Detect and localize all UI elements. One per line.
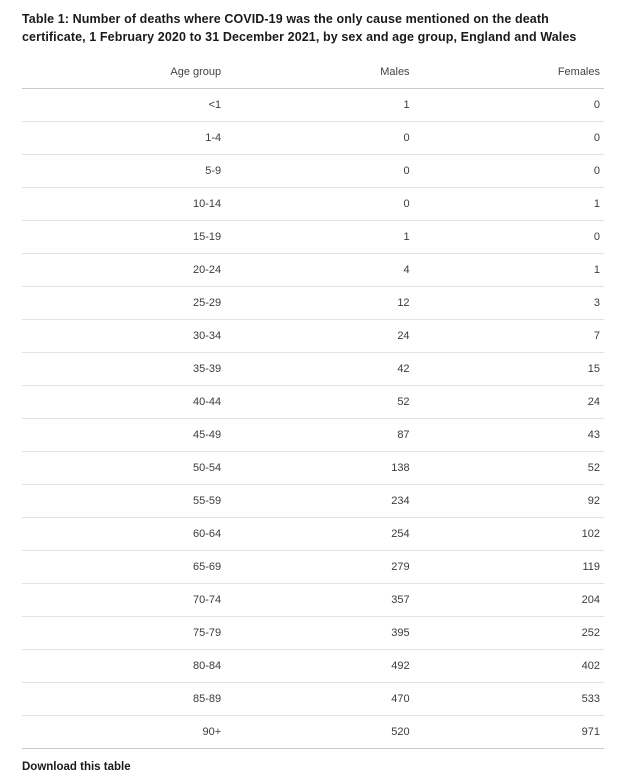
cell-age-group: 70-74 xyxy=(22,584,243,617)
table-caption: Table 1: Number of deaths where COVID-19 was the only cause mentioned on the death certificate, 1 February 2020 to 31 December 2021, by sex and age group, England and Wales xyxy=(22,12,577,45)
cell-females: 7 xyxy=(424,320,604,353)
cell-females: 252 xyxy=(424,617,604,650)
table-row xyxy=(22,716,604,749)
cell-females: 0 xyxy=(424,155,604,188)
table-row xyxy=(22,518,604,551)
cell-males: 138 xyxy=(243,452,423,485)
table-row xyxy=(22,320,604,353)
cell-age-group: 45-49 xyxy=(22,419,243,452)
cell-age-group: 15-19 xyxy=(22,221,243,254)
cell-females: 43 xyxy=(424,419,604,452)
cell-age-group: 5-9 xyxy=(22,155,243,188)
cell-females: 0 xyxy=(424,89,604,122)
deaths-by-sex-and-age-table xyxy=(22,60,604,749)
cell-males: 24 xyxy=(243,320,423,353)
table-row xyxy=(22,485,604,518)
column-header-age-group: Age group xyxy=(22,60,243,89)
table-row xyxy=(22,584,604,617)
cell-females: 24 xyxy=(424,386,604,419)
cell-age-group: 75-79 xyxy=(22,617,243,650)
cell-males: 52 xyxy=(243,386,423,419)
cell-males: 0 xyxy=(243,188,423,221)
cell-males: 279 xyxy=(243,551,423,584)
cell-age-group: 50-54 xyxy=(22,452,243,485)
cell-age-group: 65-69 xyxy=(22,551,243,584)
cell-females: 204 xyxy=(424,584,604,617)
cell-age-group: 10-14 xyxy=(22,188,243,221)
cell-males: 12 xyxy=(243,287,423,320)
cell-females: 0 xyxy=(424,221,604,254)
cell-females: 3 xyxy=(424,287,604,320)
table-row xyxy=(22,617,604,650)
cell-females: 402 xyxy=(424,650,604,683)
cell-males: 42 xyxy=(243,353,423,386)
cell-females: 102 xyxy=(424,518,604,551)
cell-females: 52 xyxy=(424,452,604,485)
cell-males: 0 xyxy=(243,155,423,188)
cell-males: 1 xyxy=(243,221,423,254)
cell-females: 92 xyxy=(424,485,604,518)
table-body xyxy=(22,89,604,749)
table-row xyxy=(22,122,604,155)
column-header-females: Females xyxy=(424,60,604,89)
table-row xyxy=(22,419,604,452)
table-row xyxy=(22,254,604,287)
cell-males: 234 xyxy=(243,485,423,518)
cell-males: 395 xyxy=(243,617,423,650)
cell-males: 492 xyxy=(243,650,423,683)
cell-females: 1 xyxy=(424,254,604,287)
column-header-males: Males xyxy=(243,60,423,89)
table-row xyxy=(22,89,604,122)
table-row xyxy=(22,650,604,683)
table-row xyxy=(22,221,604,254)
cell-females: 15 xyxy=(424,353,604,386)
table-row xyxy=(22,683,604,716)
cell-age-group: 25-29 xyxy=(22,287,243,320)
table-row xyxy=(22,353,604,386)
table-row xyxy=(22,155,604,188)
cell-age-group: 1-4 xyxy=(22,122,243,155)
cell-females: 1 xyxy=(424,188,604,221)
cell-males: 470 xyxy=(243,683,423,716)
cell-males: 87 xyxy=(243,419,423,452)
cell-males: 520 xyxy=(243,716,423,749)
table-row xyxy=(22,386,604,419)
cell-age-group: <1 xyxy=(22,89,243,122)
table-header-row xyxy=(22,60,604,89)
cell-age-group: 55-59 xyxy=(22,485,243,518)
cell-age-group: 30-34 xyxy=(22,320,243,353)
table-header xyxy=(22,60,604,89)
cell-age-group: 80-84 xyxy=(22,650,243,683)
cell-age-group: 60-64 xyxy=(22,518,243,551)
cell-age-group: 85-89 xyxy=(22,683,243,716)
cell-males: 357 xyxy=(243,584,423,617)
table-row xyxy=(22,287,604,320)
table-row xyxy=(22,452,604,485)
table-row xyxy=(22,551,604,584)
cell-females: 971 xyxy=(424,716,604,749)
cell-females: 119 xyxy=(424,551,604,584)
cell-age-group: 90+ xyxy=(22,716,243,749)
table-row xyxy=(22,188,604,221)
cell-males: 4 xyxy=(243,254,423,287)
cell-males: 254 xyxy=(243,518,423,551)
cell-males: 1 xyxy=(243,89,423,122)
download-this-table-link[interactable]: Download this table xyxy=(22,761,131,773)
cell-age-group: 40-44 xyxy=(22,386,243,419)
cell-females: 0 xyxy=(424,122,604,155)
cell-males: 0 xyxy=(243,122,423,155)
cell-females: 533 xyxy=(424,683,604,716)
cell-age-group: 20-24 xyxy=(22,254,243,287)
cell-age-group: 35-39 xyxy=(22,353,243,386)
